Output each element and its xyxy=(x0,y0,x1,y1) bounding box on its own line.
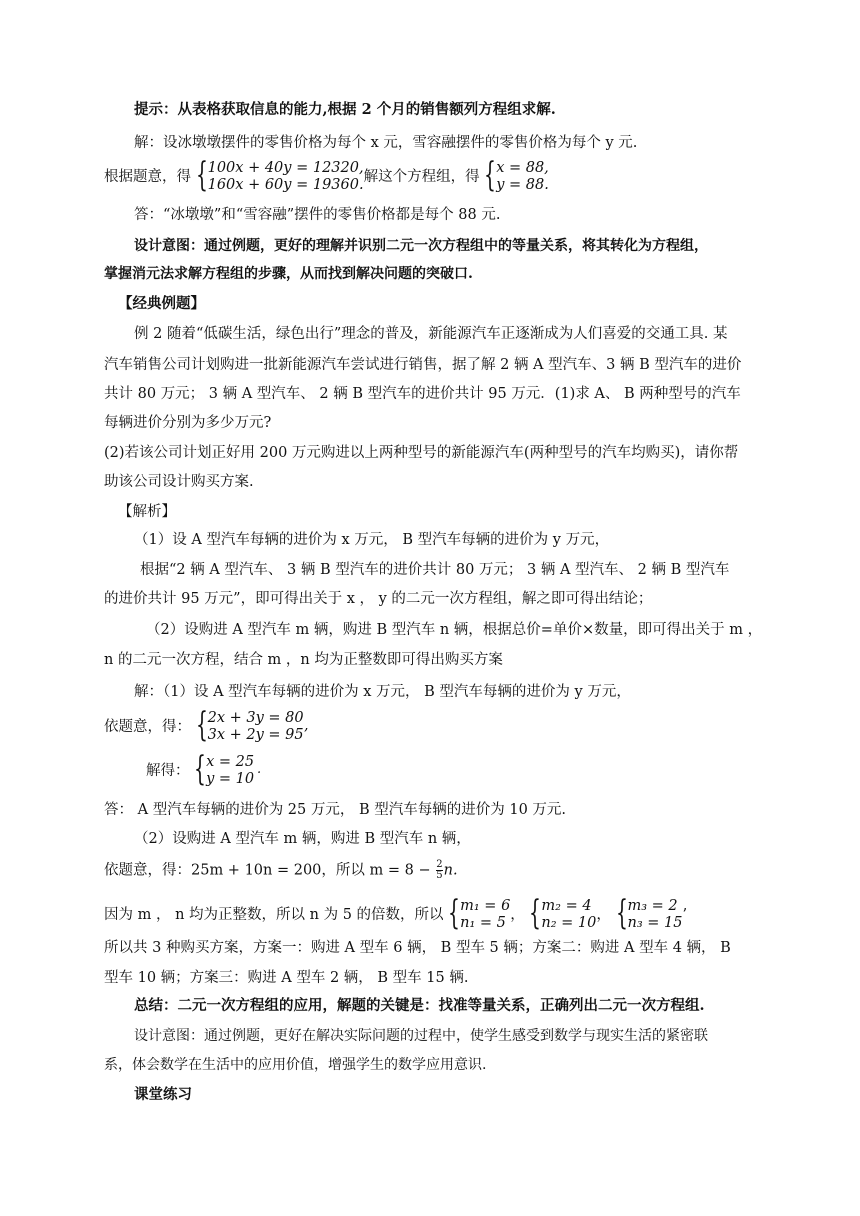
solution2-system-line xyxy=(104,705,309,745)
solve-prefix: 解得： xyxy=(146,763,190,779)
left-brace: { xyxy=(529,893,542,933)
example2-line2: 汽车销售公司计划购进一批新能源汽车尝试进行销售，据了解 2 辆 A 型汽车、3 辆 B 型汽车的进价 xyxy=(104,357,742,373)
solution2-equation-line xyxy=(104,860,458,881)
example2-line5: (2)若该公司计划正好用 200 万元购进以上两种型号的新能源汽车(两种型号的汽车均购买)，请你帮 xyxy=(104,445,739,461)
case-2 xyxy=(529,893,597,933)
fraction xyxy=(436,860,442,881)
left-brace: { xyxy=(448,893,461,933)
solution1-answer: 答：“冰墩墩”和“雪容融”摆件的零售价格都是每个 88 元. xyxy=(134,207,501,223)
solution2-solve-line xyxy=(146,749,262,789)
solution2-answer: 答： A 型汽车每辆的进价为 25 万元， B 型汽车每辆的进价为 10 万元. xyxy=(104,802,567,818)
left-brace: { xyxy=(195,155,208,195)
design-intent-2-line1: 设计意图：通过例题，更好在解决实际问题的过程中，使学生感受到数学与现实生活的紧密联 xyxy=(134,1028,708,1044)
equation-system-2 xyxy=(195,705,309,745)
design-intent-1-line1: 设计意图：通过例题，更好的理解并识别二元一次方程组中的等量关系，将其转化为方程组， xyxy=(134,238,708,254)
because-text: 因为 m ， n 均为正整数，所以 n 为 5 的倍数，所以 xyxy=(104,907,444,923)
equation-text: 依题意，得：25m + 10n = 200，所以 m = 8 − xyxy=(104,862,431,879)
summary: 总结：二元一次方程组的应用，解题的关键是：找准等量关系，正确列出二元一次方程组. xyxy=(134,997,705,1014)
analysis-part2-line1: 根据“2 辆 A 型汽车、 3 辆 B 型汽车的进价共计 80 万元； 3 辆 A 型汽车、 2 辆 B 型汽车 xyxy=(140,562,730,578)
equation-row: n₁ = 5 xyxy=(460,915,506,931)
plans-line2: 型车 10 辆；方案三：购进 A 型车 2 辆， B 型车 15 辆. xyxy=(104,970,469,986)
equation-row: x = 25 xyxy=(206,754,255,770)
left-brace: { xyxy=(484,155,497,195)
equation-row: y = 10˙ xyxy=(206,771,262,787)
classic-examples-heading: 【经典例题】 xyxy=(118,295,205,312)
left-brace: { xyxy=(195,705,208,745)
equation-row: n₂ = 10 xyxy=(541,915,597,931)
solution1-system-line xyxy=(104,155,549,195)
solution2-intro: 解：（1）设 A 型汽车每辆的进价为 x 万元， B 型汽车每辆的进价为 y 万元， xyxy=(134,684,631,700)
case-3 xyxy=(615,893,683,933)
solution1-mid: 解这个方程组，得 xyxy=(363,169,480,185)
solution2-cases-line: 因为 m ， n 均为正整数，所以 n 为 5 的倍数，所以 { m₁ = 6 n₁ = 5 ， { m₂ = 4 n₂ = 10 ， { m₃ = 2 n₃ = 15 ’ xyxy=(104,893,688,933)
equation-solution-1 xyxy=(484,155,549,195)
equation-row: 100x + 40y = 12320, xyxy=(207,160,364,176)
case-1 xyxy=(448,893,511,933)
example2-line3: 共计 80 万元； 3 辆 A 型汽车、 2 辆 B 型汽车的进价共计 95 万元．(1)求 A、 B 两种型号的汽车 xyxy=(104,386,741,402)
hint-line: 提示：从表格获取信息的能力,根据 2 个月的销售额列方程组求解. xyxy=(134,101,556,118)
equation-row: 2x + 3y = 80 xyxy=(207,710,304,726)
example2-line1: 例 2 随着“低碳生活，绿色出行”理念的普及，新能源汽车正逐渐成为人们喜爱的交通工具. 某 xyxy=(134,326,728,342)
design-intent-2-line2: 系，体会数学在生活中的应用价值，增强学生的数学应用意识. xyxy=(104,1057,487,1073)
equation-solution-2 xyxy=(194,749,262,789)
analysis-part2-line2: 的进价共计 95 万元”，即可得出关于 x ， y 的二元一次方程组，解之即可得出结论； xyxy=(104,591,653,607)
analysis-part1: （1）设 A 型汽车每辆的进价为 x 万元， B 型汽车每辆的进价为 y 万元， xyxy=(134,532,610,548)
example2-line4: 每辆进价分别为多少万元? xyxy=(104,415,272,431)
equation-system-1 xyxy=(195,155,364,195)
analysis-heading: 【解析】 xyxy=(118,504,176,520)
solution2-prefix: 依题意，得： xyxy=(104,719,191,735)
equation-row: y = 88. xyxy=(496,177,549,193)
left-brace: { xyxy=(615,893,628,933)
equation-row: 3x + 2y = 95’ xyxy=(207,727,309,743)
fraction-numerator: 2 xyxy=(436,859,443,870)
left-brace: { xyxy=(194,749,207,789)
equation-row: x = 88, xyxy=(496,160,549,176)
plans-line1: 所以共 3 种购买方案，方案一：购进 A 型车 6 辆， B 型车 5 辆；方案二：购进 A 型车 4 辆， B xyxy=(104,940,731,956)
equation-row: m₁ = 6 xyxy=(460,898,511,914)
solution1-intro: 解：设冰墩墩摆件的零售价格为每个 x 元，雪容融摆件的零售价格为每个 y 元. xyxy=(134,135,638,151)
equation-row: n₃ = 15 xyxy=(627,915,683,931)
equation-row: m₂ = 4 xyxy=(541,898,592,914)
equation-suffix: n. xyxy=(443,862,458,879)
equation-row: 160x + 60y = 19360. xyxy=(207,177,364,193)
solution1-prefix: 根据题意，得 xyxy=(104,169,191,185)
fraction-denominator: 5 xyxy=(436,870,443,881)
analysis-part3-line1: （2）设购进 A 型汽车 m 辆，购进 B 型汽车 n 辆，根据总价=单价×数量，即可得出关于 m ， xyxy=(146,622,763,638)
equation-row: m₃ = 2 xyxy=(627,898,678,914)
solution2-part2: （2）设购进 A 型汽车 m 辆，购进 B 型汽车 n 辆， xyxy=(134,831,471,847)
practice-heading: 课堂练习 xyxy=(134,1086,192,1103)
design-intent-1-line2: 掌握消元法求解方程组的步骤，从而找到解决问题的突破口. xyxy=(104,266,473,282)
analysis-part3-line2: n 的二元一次方程，结合 m ，n 均为正整数即可得出购买方案 xyxy=(104,652,503,668)
example2-line6: 助该公司设计购买方案. xyxy=(104,474,254,490)
